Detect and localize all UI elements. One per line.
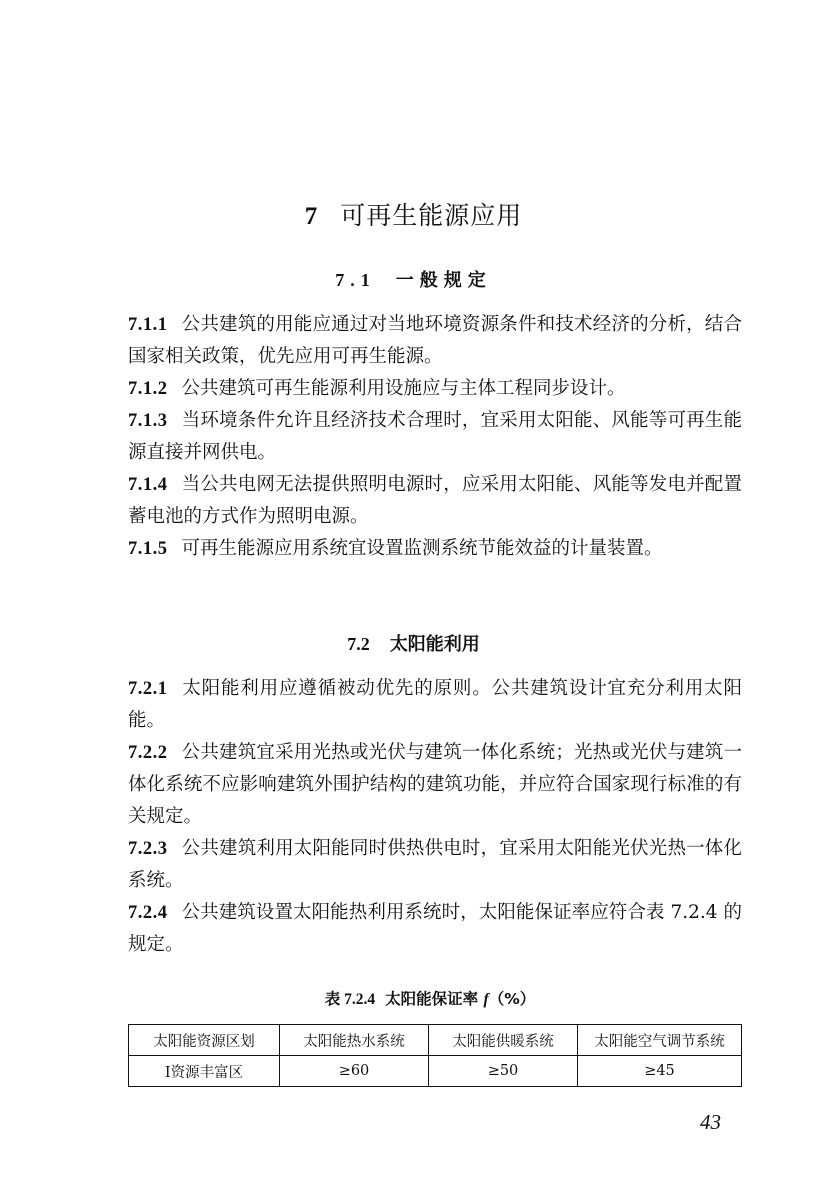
page-number: 43 (700, 1110, 721, 1134)
column-header: 太阳能热水系统 (280, 1025, 429, 1056)
section-title-text: 太阳能利用 (389, 634, 480, 655)
section-title-7-1 (0, 266, 827, 292)
table-cell: Ⅰ资源丰富区 (129, 1056, 280, 1087)
clause-text: 太阳能利用应遵循被动优先的原则。公共建筑设计宜充分利用太阳能。 (128, 678, 742, 731)
column-header: 太阳能资源区划 (129, 1025, 280, 1056)
clause-text: 公共建筑设置太阳能热利用系统时，太阳能保证率应符合表 7.2.4 的规定。 (128, 902, 742, 955)
solar-fraction-table (128, 1024, 742, 1087)
table-title: 太阳能保证率 (385, 990, 479, 1008)
clause-number: 7.1.5 (128, 539, 168, 559)
clause-7-1-4 (128, 469, 742, 533)
column-header: 太阳能空气调节系统 (578, 1025, 742, 1056)
table-row (129, 1056, 742, 1087)
clause-text: 当环境条件允许且经济技术合理时，宜采用太阳能、风能等可再生能源直接并网供电。 (128, 410, 742, 463)
table-cell: ≥45 (578, 1056, 742, 1087)
clause-text: 当公共电网无法提供照明电源时，应采用太阳能、风能等发电并配置蓄电池的方式作为照明电源。 (128, 474, 742, 527)
chapter-title-text: 可再生能源应用 (340, 201, 523, 230)
section-7-2-clauses (128, 673, 742, 961)
table-symbol: f (483, 991, 489, 1008)
clause-text: 可再生能源应用系统宜设置监测系统节能效益的计量装置。 (181, 538, 663, 559)
section-number: 7.1 (335, 270, 376, 290)
clause-number: 7.1.4 (128, 475, 168, 495)
clause-text: 公共建筑宜采用光热或光伏与建筑一体化系统；光热或光伏与建筑一体化系统不应影响建筑外围护结构的建筑功能，并应符合国家现行标准的有关规定。 (128, 742, 742, 827)
clause-text: 公共建筑的用能应通过对当地环境资源条件和技术经济的分析，结合国家相关政策，优先应用可再生能源。 (128, 314, 742, 367)
chapter-title (0, 196, 827, 232)
section-title-7-2 (0, 630, 827, 656)
table-caption (0, 987, 827, 1009)
chapter-number: 7 (304, 203, 319, 230)
column-header: 太阳能供暖系统 (429, 1025, 578, 1056)
clause-number: 7.1.3 (128, 411, 168, 431)
clause-7-2-2 (128, 737, 742, 833)
table-header-row (129, 1025, 742, 1056)
table-cell: ≥50 (429, 1056, 578, 1087)
clause-number: 7.2.2 (128, 743, 168, 763)
section-7-1-clauses (128, 309, 742, 565)
clause-7-1-2 (128, 373, 742, 405)
clause-text: 公共建筑利用太阳能同时供热供电时，宜采用太阳能光伏光热一体化系统。 (128, 838, 742, 891)
clause-number: 7.2.4 (128, 903, 168, 923)
table-unit: （%） (488, 990, 536, 1008)
clause-number: 7.1.1 (128, 315, 168, 335)
section-title-text: 一般规定 (395, 270, 492, 291)
clause-7-1-1 (128, 309, 742, 373)
section-number: 7.2 (347, 634, 370, 654)
clause-7-1-5 (128, 533, 742, 565)
clause-7-2-3 (128, 833, 742, 897)
clause-number: 7.1.2 (128, 379, 168, 399)
clause-7-1-3 (128, 405, 742, 469)
table-cell: ≥60 (280, 1056, 429, 1087)
clause-number: 7.2.1 (128, 679, 168, 699)
clause-number: 7.2.3 (128, 839, 168, 859)
table-number: 表 7.2.4 (324, 991, 376, 1008)
clause-7-2-1 (128, 673, 742, 737)
clause-7-2-4 (128, 897, 742, 961)
clause-text: 公共建筑可再生能源利用设施应与主体工程同步设计。 (181, 378, 626, 399)
